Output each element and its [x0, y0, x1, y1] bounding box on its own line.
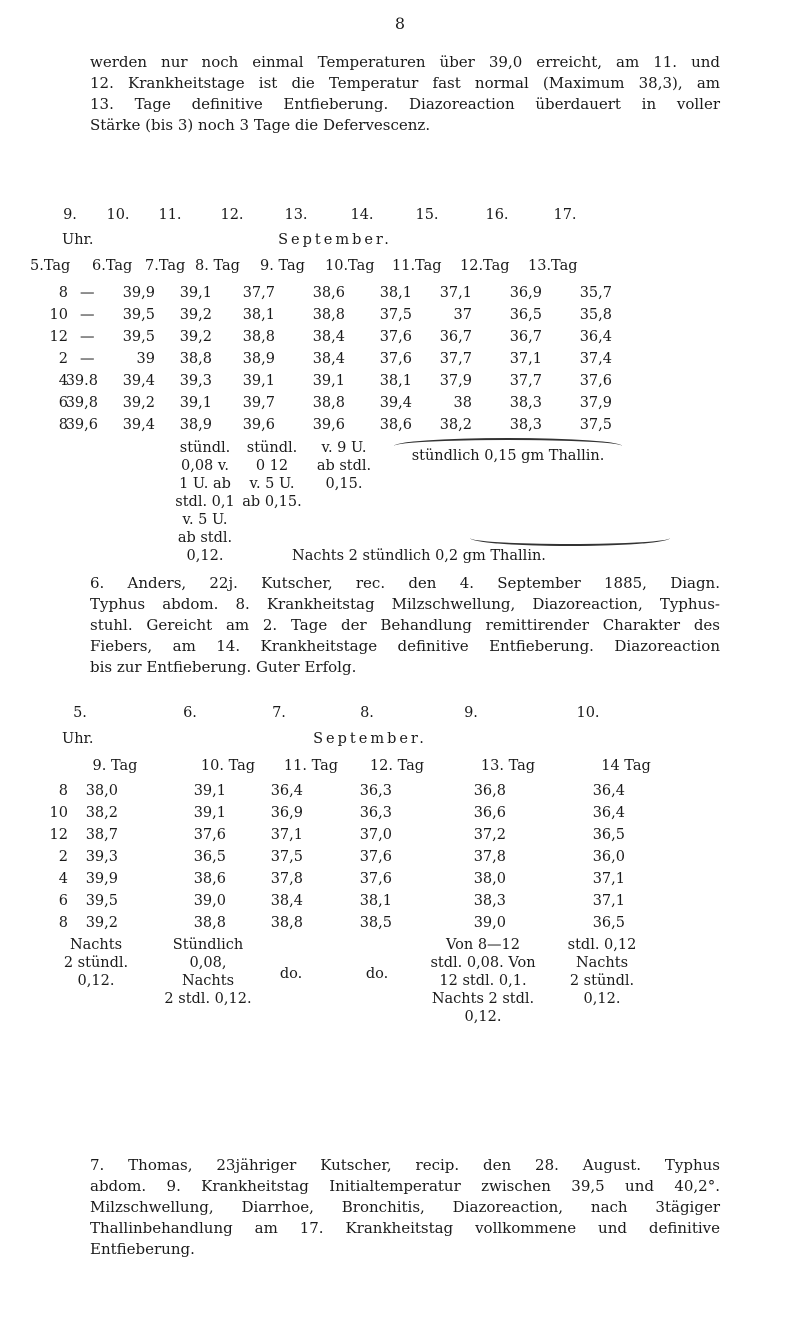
table-cell: 37,4: [579, 351, 612, 367]
hour-cell: 12: [49, 329, 68, 345]
table-cell: 37,6: [193, 827, 226, 843]
dosage-note: Nachts: [69, 937, 123, 953]
dosage-note: 0,12.: [583, 991, 621, 1007]
table-cell: 36,5: [509, 307, 542, 323]
dosage-note: ab 0,15.: [242, 494, 302, 510]
table-cell: 39,1: [179, 395, 212, 411]
table-cell: 36,4: [270, 783, 303, 799]
date-header: 10.: [106, 207, 130, 223]
table-cell: 35,7: [579, 285, 612, 301]
date-header: 8.: [360, 705, 374, 721]
day-label: 6.Tag: [92, 258, 133, 274]
table-cell: 37,8: [270, 871, 303, 887]
dosage-note: do.: [279, 966, 303, 982]
date-header: 5.: [73, 705, 87, 721]
day-label: 9. Tag: [92, 758, 138, 774]
dosage-note: Nachts: [575, 955, 629, 971]
table-cell: 39,3: [85, 849, 118, 865]
table-cell: 36,5: [193, 849, 226, 865]
dosage-note: 1 U. ab: [179, 476, 231, 492]
table-cell: —: [80, 307, 95, 323]
dosage-note: stdl. 0,08. Von: [430, 955, 536, 971]
hour-column-label: Uhr.: [62, 232, 94, 248]
table-cell: 36,6: [473, 805, 506, 821]
table-cell: 37,1: [509, 351, 542, 367]
date-header: 14.: [350, 207, 374, 223]
table-cell: —: [80, 329, 95, 345]
dosage-note: 0,12.: [464, 1009, 502, 1025]
day-label: 11.Tag: [392, 258, 442, 274]
text-line: 12. Krankheitstage ist die Temperatur fast normal (Maximum 38,3), am: [90, 74, 720, 92]
dosage-note: stündl.: [179, 440, 231, 456]
table-cell: 35,8: [579, 307, 612, 323]
date-header: 7.: [272, 705, 286, 721]
table-cell: 39,1: [193, 783, 226, 799]
table-cell: 38: [453, 395, 472, 411]
table-cell: 39,2: [122, 395, 155, 411]
table-cell: 38,4: [312, 329, 345, 345]
table-cell: 37,9: [439, 373, 472, 389]
table-cell: 39,6: [65, 417, 98, 433]
table-cell: 38,0: [85, 783, 118, 799]
table-cell: 38,4: [270, 893, 303, 909]
table-cell: 36,3: [359, 783, 392, 799]
dosage-note: do.: [365, 966, 389, 982]
table-cell: 37,8: [473, 849, 506, 865]
table-cell: 37,9: [579, 395, 612, 411]
table-cell: 39,5: [122, 329, 155, 345]
dosage-note: 12 stdl. 0,1.: [439, 973, 527, 989]
table-cell: 37,1: [592, 871, 625, 887]
table-cell: 39,1: [193, 805, 226, 821]
table-cell: 37,7: [509, 373, 542, 389]
day-label: 5.Tag: [30, 258, 71, 274]
table-cell: 39,0: [193, 893, 226, 909]
table-cell: 37,7: [242, 285, 275, 301]
day-label: 8. Tag: [195, 258, 240, 274]
table-cell: 37,6: [359, 849, 392, 865]
day-label: 13. Tag: [480, 758, 536, 774]
table-cell: 39,2: [179, 307, 212, 323]
brace-line: [470, 538, 670, 546]
day-label: 14 Tag: [601, 758, 651, 774]
hour-cell: 8: [58, 915, 68, 931]
dosage-note: Nachts 2 stündlich 0,2 gm Thallin.: [292, 548, 546, 564]
text-line: Typhus abdom. 8. Krankheitstag Milzschwellung, Diazoreaction, Typhus-: [90, 595, 720, 613]
table-cell: 38,6: [312, 285, 345, 301]
table-cell: 38,1: [242, 307, 275, 323]
dosage-note: 2 stdl. 0,12.: [164, 991, 252, 1007]
table-cell: 39,1: [312, 373, 345, 389]
date-header: 16.: [485, 207, 509, 223]
dosage-note: 0 12: [255, 458, 289, 474]
date-header: 11.: [158, 207, 182, 223]
table-cell: —: [80, 351, 95, 367]
table-cell: 37: [453, 307, 472, 323]
table-cell: 36,5: [592, 827, 625, 843]
table-cell: 38,8: [193, 915, 226, 931]
table-cell: 39.8: [65, 373, 98, 389]
table-cell: 36,5: [592, 915, 625, 931]
table-cell: 38,8: [179, 351, 212, 367]
dosage-note: Nachts 2 stdl.: [431, 991, 535, 1007]
table-cell: 38,9: [242, 351, 275, 367]
hour-cell: 4: [58, 373, 68, 389]
table-cell: 38,5: [359, 915, 392, 931]
dosage-note: ab stdl.: [177, 530, 233, 546]
table-cell: 36,9: [270, 805, 303, 821]
table-cell: 39,2: [179, 329, 212, 345]
page-number: 8: [394, 14, 406, 33]
table-cell: 38,4: [312, 351, 345, 367]
hour-cell: 8: [58, 285, 68, 301]
table-cell: 39,5: [85, 893, 118, 909]
intro-paragraph: [90, 52, 720, 136]
table-cell: 38,6: [193, 871, 226, 887]
table-cell: 37,5: [379, 307, 412, 323]
day-label: 10.Tag: [325, 258, 375, 274]
table-cell: 39,1: [179, 285, 212, 301]
text-line: Stärke (bis 3) noch 3 Tage die Defervescenz.: [90, 116, 431, 134]
text-line: Entfieberung.: [90, 1240, 195, 1258]
table-cell: 39,4: [379, 395, 412, 411]
hour-cell: 10: [49, 307, 68, 323]
table-cell: 38,2: [85, 805, 118, 821]
dosage-note: stündl.: [246, 440, 298, 456]
table-cell: 39,5: [122, 307, 155, 323]
table-cell: 38,8: [312, 395, 345, 411]
table-cell: 38,2: [439, 417, 472, 433]
table-cell: 36,8: [473, 783, 506, 799]
dosage-note: 0,15.: [325, 476, 363, 492]
hour-cell: 2: [58, 849, 68, 865]
table-cell: 37,6: [379, 329, 412, 345]
text-line: 7. Thomas, 23jähriger Kutscher, recip. den 28. August. Typhus: [90, 1156, 720, 1174]
text-line: Thallinbehandlung am 17. Krankheitstag vollkommene und definitive: [90, 1219, 720, 1237]
dosage-note: stdl. 0,12: [567, 937, 637, 953]
table-cell: 39,6: [242, 417, 275, 433]
table-cell: 38,3: [473, 893, 506, 909]
month-label: September.: [278, 232, 392, 248]
day-label: 12.Tag: [460, 258, 510, 274]
text-line: 6. Anders, 22j. Kutscher, rec. den 4. September 1885, Diagn.: [90, 574, 720, 592]
text-line: Fiebers, am 14. Krankheitstage definitive Entfieberung. Diazoreaction: [90, 637, 720, 655]
day-label: 12. Tag: [369, 758, 425, 774]
day-label: 11. Tag: [283, 758, 339, 774]
date-header: 15.: [415, 207, 439, 223]
table-cell: 36,7: [439, 329, 472, 345]
table-cell: 36,3: [359, 805, 392, 821]
table-cell: 37,6: [359, 871, 392, 887]
table-cell: 39,2: [85, 915, 118, 931]
date-header: 17.: [553, 207, 577, 223]
table-cell: 38,3: [509, 395, 542, 411]
table-cell: 38,7: [85, 827, 118, 843]
table-cell: 39,4: [122, 417, 155, 433]
date-header: 9.: [63, 207, 77, 223]
case-7-paragraph: [90, 1155, 720, 1260]
dosage-note: v. 9 U.: [321, 440, 367, 456]
hour-cell: 8: [58, 417, 68, 433]
table-cell: —: [80, 285, 95, 301]
table-cell: 36,0: [592, 849, 625, 865]
table-cell: 39,3: [179, 373, 212, 389]
dosage-note: ab stdl.: [316, 458, 372, 474]
hour-column-label: Uhr.: [62, 731, 94, 747]
hour-cell: 6: [58, 893, 68, 909]
hour-cell: 4: [58, 871, 68, 887]
table-cell: 38,9: [179, 417, 212, 433]
dosage-note: 0,12.: [186, 548, 224, 564]
date-header: 12.: [220, 207, 244, 223]
dosage-note: Von 8—12: [446, 937, 520, 953]
table-cell: 38,3: [509, 417, 542, 433]
dosage-note: Stündlich: [172, 937, 244, 953]
dosage-note: 0,08,: [189, 955, 227, 971]
table-cell: 38,0: [473, 871, 506, 887]
dosage-note: stdl. 0,1: [175, 494, 235, 510]
date-header: 10.: [576, 705, 600, 721]
table-cell: 36,4: [579, 329, 612, 345]
date-header: 9.: [464, 705, 478, 721]
table-cell: 37,7: [439, 351, 472, 367]
hour-cell: 8: [58, 783, 68, 799]
hour-cell: 6: [58, 395, 68, 411]
dosage-note: v. 5 U.: [249, 476, 295, 492]
table-cell: 38,6: [379, 417, 412, 433]
dosage-note: 0,08 v.: [181, 458, 229, 474]
table-cell: 38,1: [379, 285, 412, 301]
dosage-note: 0,12.: [77, 973, 115, 989]
text-line: werden nur noch einmal Temperaturen über 39,0 erreicht, am 11. und: [90, 53, 720, 71]
dosage-note: 2 stündl.: [569, 973, 635, 989]
table-cell: 38,8: [270, 915, 303, 931]
table-cell: 37,5: [579, 417, 612, 433]
table-cell: 39,9: [85, 871, 118, 887]
text-line: stuhl. Gereicht am 2. Tage der Behandlung remittirender Charakter des: [90, 616, 720, 634]
day-label: 10. Tag: [200, 758, 256, 774]
case-6-paragraph: [90, 573, 720, 678]
table-cell: 36,4: [592, 805, 625, 821]
table-cell: 39,6: [312, 417, 345, 433]
day-label: 13.Tag: [528, 258, 578, 274]
table-cell: 39: [136, 351, 155, 367]
day-label: 9. Tag: [260, 258, 305, 274]
table-cell: 39,0: [473, 915, 506, 931]
text-line: 13. Tage definitive Entfieberung. Diazoreaction überdauert in voller: [90, 95, 720, 113]
table-cell: 39,8: [65, 395, 98, 411]
table-cell: 39,9: [122, 285, 155, 301]
text-line: bis zur Entfieberung. Guter Erfolg.: [90, 658, 357, 676]
table-cell: 38,1: [359, 893, 392, 909]
table-cell: 37,6: [579, 373, 612, 389]
text-line: abdom. 9. Krankheitstag Initialtemperatur zwischen 39,5 und 40,2°.: [90, 1177, 720, 1195]
date-header: 13.: [284, 207, 308, 223]
table-cell: 39,7: [242, 395, 275, 411]
hour-cell: 10: [49, 805, 68, 821]
table-cell: 36,4: [592, 783, 625, 799]
dosage-note: Nachts: [181, 973, 235, 989]
table-cell: 38,8: [242, 329, 275, 345]
month-label: September.: [313, 731, 427, 747]
brace-line: [394, 438, 622, 446]
hour-cell: 2: [58, 351, 68, 367]
table-cell: 38,8: [312, 307, 345, 323]
table-cell: 37,1: [592, 893, 625, 909]
table-cell: 37,2: [473, 827, 506, 843]
table-cell: 39,1: [242, 373, 275, 389]
table-cell: 38,1: [379, 373, 412, 389]
date-header: 6.: [183, 705, 197, 721]
hour-cell: 12: [49, 827, 68, 843]
table-cell: 36,9: [509, 285, 542, 301]
table-cell: 39,4: [122, 373, 155, 389]
table-cell: 37,1: [270, 827, 303, 843]
text-line: Milzschwellung, Diarrhoe, Bronchitis, Diazoreaction, nach 3tägiger: [90, 1198, 720, 1216]
table-cell: 37,0: [359, 827, 392, 843]
dosage-note: v. 5 U.: [182, 512, 228, 528]
table-cell: 37,6: [379, 351, 412, 367]
dosage-note: stündlich 0,15 gm Thallin.: [411, 448, 605, 464]
day-label: 7.Tag: [145, 258, 186, 274]
dosage-note: 2 stündl.: [63, 955, 129, 971]
table-cell: 37,5: [270, 849, 303, 865]
table-cell: 36,7: [509, 329, 542, 345]
table-cell: 37,1: [439, 285, 472, 301]
